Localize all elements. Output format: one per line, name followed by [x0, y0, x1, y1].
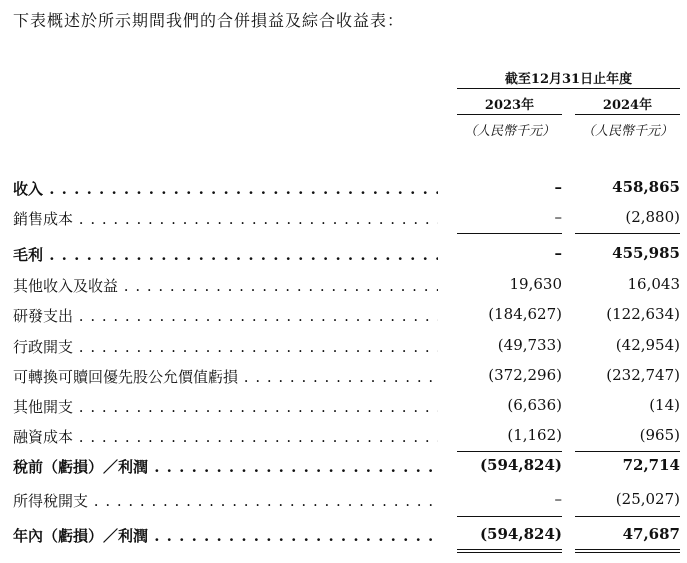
value-2024: (122,634) — [606, 305, 680, 323]
row-label: 稅前（虧損）／利潤 . . . — [13, 456, 438, 477]
table-row-revenue — [13, 178, 680, 200]
subtotal-rule-2023 — [457, 451, 562, 452]
value-2023: – — [554, 244, 562, 262]
table-row-finance-costs — [13, 426, 680, 448]
row-label: 年內（虧損）／利潤 . . . — [13, 525, 438, 546]
value-2023: (184,627) — [488, 305, 562, 323]
row-label: 研發支出 . . . — [13, 305, 438, 326]
value-2023: 19,630 — [509, 275, 562, 293]
value-2023: – — [554, 178, 562, 196]
year-header-2024: 2024年 — [602, 98, 653, 113]
value-2023: – — [554, 490, 562, 508]
value-2024: 16,043 — [627, 275, 680, 293]
table-row-profit-before-tax — [13, 456, 680, 478]
subtotal-rule-2024 — [575, 516, 680, 517]
value-2024: (232,747) — [606, 366, 680, 384]
value-2024: (42,954) — [615, 336, 680, 354]
value-2023: (49,733) — [497, 336, 562, 354]
value-2024: (25,027) — [615, 490, 680, 508]
value-2024: (965) — [639, 426, 680, 444]
value-2023: – — [554, 208, 562, 226]
table-row-other-income — [13, 275, 680, 297]
table-row-gross-profit — [13, 244, 680, 266]
value-2023: (372,296) — [488, 366, 562, 384]
subtotal-rule-2024 — [575, 451, 680, 452]
period-header-rule — [457, 88, 680, 89]
subtotal-rule-2023 — [457, 233, 562, 234]
table-row-profit-for-year — [13, 525, 680, 547]
subtotal-rule-2024 — [575, 233, 680, 234]
year-header-2023: 2023年 — [484, 98, 535, 113]
row-label: 行政開支 . . . — [13, 336, 438, 357]
year-rule-2024 — [575, 114, 680, 115]
row-label: 收入 . . . — [13, 178, 438, 199]
value-2023: (1,162) — [507, 426, 562, 444]
value-2024: 458,865 — [612, 178, 680, 196]
row-label: 可轉換可贖回優先股公允價值虧損 . . . — [13, 366, 438, 387]
table-row-admin-expenses — [13, 336, 680, 358]
value-2024: 47,687 — [622, 525, 680, 543]
row-label: 融資成本 . . . — [13, 426, 438, 447]
value-2024: (2,880) — [625, 208, 680, 226]
subtotal-rule-2023 — [457, 516, 562, 517]
table-row-income-tax — [13, 490, 680, 512]
intro-text: 下表概述於所示期間我們的合併損益及綜合收益表： — [13, 11, 405, 30]
value-2024: 72,714 — [622, 456, 680, 474]
total-double-rule-2024 — [575, 549, 680, 553]
table-row-rd-expenses — [13, 305, 680, 327]
row-label: 其他收入及收益 . . . — [13, 275, 438, 296]
value-2023: (6,636) — [507, 396, 562, 414]
year-rule-2023 — [457, 114, 562, 115]
table-row-other-expenses — [13, 396, 680, 418]
row-label: 所得稅開支 . . . — [13, 490, 438, 511]
value-2023: (594,824) — [479, 525, 562, 543]
row-label: 銷售成本 . . . — [13, 208, 438, 229]
value-2023: (594,824) — [479, 456, 562, 474]
table-row-cost-of-sales — [13, 208, 680, 230]
value-2024: (14) — [649, 396, 680, 414]
value-2024: 455,985 — [612, 244, 680, 262]
total-double-rule-2023 — [457, 549, 562, 553]
table-row-fair-value-loss — [13, 366, 680, 388]
unit-label-2023: （人民幣千元） — [463, 124, 555, 139]
row-label: 毛利 . . . — [13, 244, 438, 265]
row-label: 其他開支 . . . — [13, 396, 438, 417]
unit-label-2024: （人民幣千元） — [581, 124, 673, 139]
period-header: 截至12月31日止年度 — [504, 72, 633, 87]
